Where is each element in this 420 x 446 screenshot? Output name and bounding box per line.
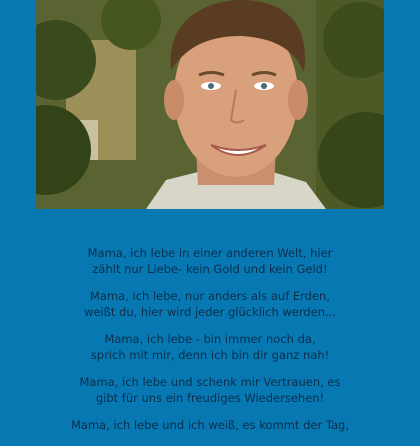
memorial-photo (36, 0, 384, 209)
poem-line: weißt du, hier wird jeder glücklich werden... (83, 304, 337, 319)
poem (0, 246, 420, 446)
poem-stanza (0, 418, 420, 434)
poem-line: sprich mit mir, denn ich bin dir ganz nah! (90, 347, 330, 362)
poem-line: gibt für uns ein freudiges Wiedersehen! (95, 390, 325, 405)
poem-line: Mama, ich lebe, nur anders als auf Erden, (89, 289, 331, 303)
poem-line: Mama, ich lebe und ich weiß, es kommt der Tag, (71, 418, 349, 432)
poem-line: Mama, ich lebe und schenk mir Vertrauen, es (79, 375, 341, 389)
poem-stanza (0, 332, 420, 363)
poem-line: Mama, ich lebe in einer anderen Welt, hier (87, 246, 333, 260)
poem-stanza (0, 246, 420, 277)
poem-line: Mama, ich lebe - bin immer noch da, (104, 332, 316, 346)
portrait-image (36, 0, 384, 209)
poem-stanza (0, 375, 420, 406)
poem-line: zählt nur Liebe- kein Gold und kein Geld! (92, 261, 328, 276)
poem-stanza (0, 289, 420, 320)
